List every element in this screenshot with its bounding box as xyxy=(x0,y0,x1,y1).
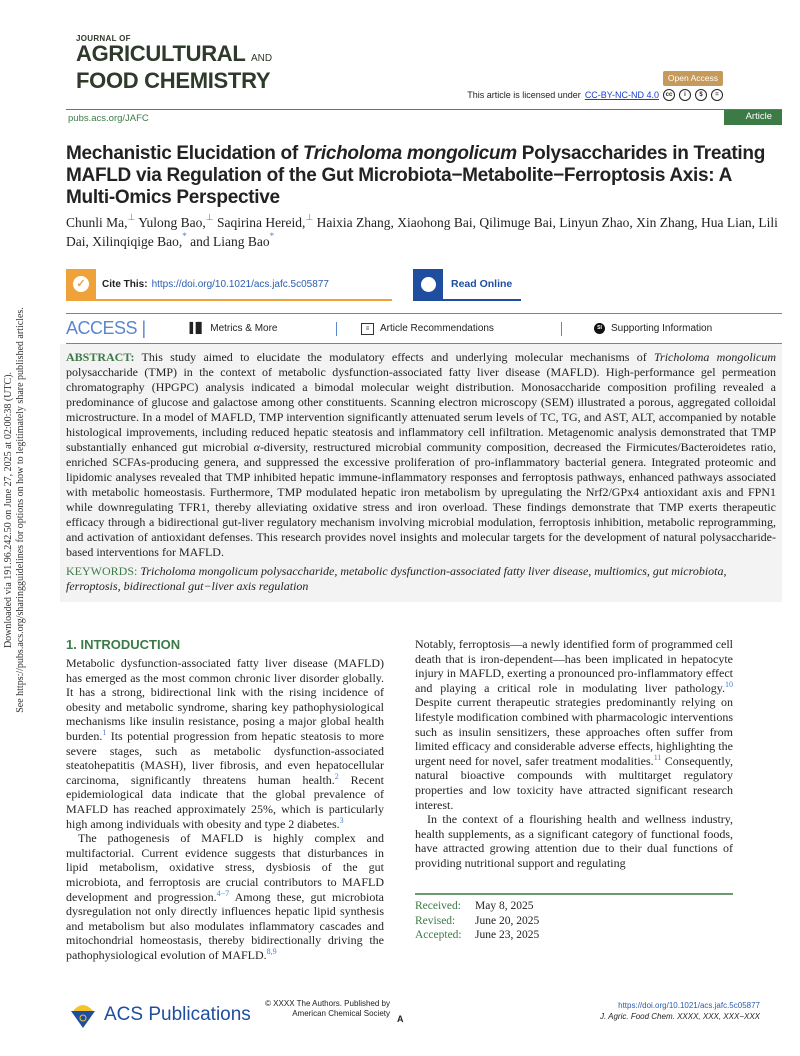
section-heading: 1. INTRODUCTION xyxy=(66,637,181,652)
author-mark: ⊥ xyxy=(305,212,314,222)
bar-chart-icon: ▐▐▌ xyxy=(186,323,205,334)
paragraph: Metabolic dysfunction-associated fatty liver disease (MAFLD) has emerged as the most common chronic liver disorder globally. It has a strong, bidirectional link with the rising incidence of obesity and metabolic syndrome, sharing key pathophysiological mechanisms like insulin resistance, posing a major global health burden.$^1$ Its potential progression from hepatic steatosis to more severe stages, such as metabolic dysfunction-associated steatohepatitis (MASH), liver fibrosis, and even hepatocellular carcinoma, significantly threatens human health.$^2$ Recent epidemiological data indicate that the global prevalence of MAFLD has reached approximately 25%, which is particularly high among individuals with obesity and type 2 diabetes.$^3$ xyxy=(66,656,384,831)
header-divider xyxy=(66,109,782,110)
nc-icon: $ xyxy=(695,89,707,101)
footer-citation: J. Agric. Food Chem. XXXX, XXX, XXX−XXX xyxy=(600,1012,760,1021)
recommendations-link[interactable] xyxy=(337,323,561,335)
article-type-tag: Article xyxy=(724,110,782,125)
journal-name-line1: AGRICULTURAL xyxy=(76,41,246,66)
metrics-link[interactable] xyxy=(186,323,336,334)
document-icon: ≡ xyxy=(361,323,374,335)
citation-link[interactable]: 4−7 xyxy=(216,888,230,898)
dates-divider xyxy=(415,893,733,895)
keywords xyxy=(66,564,776,594)
accepted-date: June 23, 2025 xyxy=(475,929,540,941)
author-mark: * xyxy=(269,231,275,241)
author-name[interactable]: Lili Dai, xyxy=(66,215,778,249)
author-name[interactable]: Linyun Zhao, xyxy=(559,215,633,230)
copyright-line1: © XXXX The Authors. Published by xyxy=(265,999,390,1008)
journal-of-label: JOURNAL OF xyxy=(76,34,131,43)
received-label: Received: xyxy=(415,900,461,912)
title-part2: Polysaccharides in Treating MAFLD via Regulation of the Gut Microbiota−Metabolite−Ferroptosis Axis: A Multi-Omics Perspective xyxy=(66,143,766,208)
keywords-label: KEYWORDS: xyxy=(66,564,138,578)
paragraph: The pathogenesis of MAFLD is highly complex and multifactorial. Current evidence suggests that disturbances in lipid metabolism, oxidative stress, dysbiosis of the gut microbiota, and ferroptosis are crucial contributors to MAFLD development and progression.$^{4-7}$ Among these, gut microbiota dysregulation not only directly influences hepatic lipid synthesis and metabolism but also modulates inflammatory cascades and mitochondrial homeostasis, thereby bidirectionally driving the pathophysiological evolution of MAFLD.$^{8,9}$ xyxy=(66,831,384,962)
revised-date: June 20, 2025 xyxy=(475,914,540,927)
author-name[interactable]: Hua Lian, xyxy=(701,215,755,230)
citation-link[interactable]: 10 xyxy=(725,679,733,689)
title-species: Tricholoma mongolicum xyxy=(302,143,517,164)
intro-column-left xyxy=(66,656,384,962)
keywords-text: Tricholoma mongolicum polysaccharide, metabolic dysfunction-associated fatty liver disease, multiomics, gut microbiota, ferroptosis, bidirectional gut−liver axis regulation xyxy=(66,564,727,593)
author-name[interactable]: Qilimuge Bai, xyxy=(479,215,556,230)
globe-icon xyxy=(413,269,443,299)
publisher-name: ACS Publications xyxy=(104,1004,251,1025)
by-icon: i xyxy=(679,89,691,101)
paragraph: Notably, ferroptosis—a newly identified form of programmed cell death that is iron-dependent—has been implicated in hepatocyte injury in MAFLD, exerting a pronounced pro-inflammatory effect and playing a critical role in modulating liver pathology.$^{10}$ Despite current therapeutic strategies predominantly relying on lifestyle modification combined with pharmacologic interventions such as insulin sensitizers, these approaches often suffer from limited efficacy and considerable adverse effects, highlighting the urgent need for novel, safer treatment modalities.$^{11}$ Consequently, natural bioactive compounds with multitarget regulatory properties and low toxicity have attracted significant research interest. xyxy=(415,637,733,812)
footer-doi-link[interactable]: https://doi.org/10.1021/acs.jafc.5c05877 xyxy=(618,1001,760,1010)
abstract-label: ABSTRACT: xyxy=(66,350,135,364)
license-link[interactable]: CC-BY-NC-ND 4.0 xyxy=(584,90,659,100)
received-date: May 8, 2025 xyxy=(475,900,534,912)
author-name[interactable]: Haixia Zhang, xyxy=(316,215,394,230)
author-name[interactable]: Yulong Bao, xyxy=(138,215,206,230)
copyright-line2: American Chemical Society xyxy=(292,1009,390,1018)
author-name[interactable]: Xilinqiqige Bao, xyxy=(92,234,183,249)
cc-icon: cc xyxy=(663,89,675,101)
article-dates xyxy=(415,899,539,943)
check-icon: ✓ xyxy=(66,269,96,299)
citation-link[interactable]: 11 xyxy=(653,752,662,762)
citation-link[interactable]: 1 xyxy=(102,727,107,737)
cite-label: Cite This: xyxy=(102,278,148,290)
author-mark: ⊥ xyxy=(127,212,136,222)
recommendations-label: Article Recommendations xyxy=(380,323,494,334)
acs-logo xyxy=(68,1001,251,1029)
accepted-label: Accepted: xyxy=(415,929,462,941)
acs-shield-icon xyxy=(68,1001,98,1029)
journal-name-line2: FOOD CHEMISTRY xyxy=(76,68,271,93)
author-name[interactable]: Xiaohong Bai, xyxy=(397,215,476,230)
license-line xyxy=(467,89,723,101)
copyright xyxy=(245,999,390,1019)
author-name[interactable]: Chunli Ma, xyxy=(66,215,128,230)
cite-doi-link[interactable]: https://doi.org/10.1021/acs.jafc.5c05877 xyxy=(151,278,329,290)
abstract-box xyxy=(60,344,782,602)
nd-icon: = xyxy=(711,89,723,101)
access-bar xyxy=(66,313,782,344)
paragraph: In the context of a flourishing health and wellness industry, health supplements, as a significant category of functional foods, have attracted growing attention due to their dual functions of providing nutritional support and regulating xyxy=(415,812,733,870)
read-online-label: Read Online xyxy=(451,278,513,290)
supporting-info-link[interactable] xyxy=(562,323,712,334)
author-name[interactable]: and Liang Bao xyxy=(190,234,270,249)
si-icon: SI xyxy=(594,323,605,334)
citation-link[interactable]: 2 xyxy=(334,771,339,781)
page-number: A xyxy=(397,1014,404,1024)
open-access-badge: Open Access xyxy=(663,71,723,86)
citation-link[interactable]: 3 xyxy=(339,815,344,825)
citation-link[interactable]: 8,9 xyxy=(266,946,277,956)
author-mark: ⊥ xyxy=(205,212,214,222)
access-label: ACCESS | xyxy=(66,318,146,338)
cite-this-box xyxy=(66,269,392,301)
journal-url[interactable]: pubs.acs.org/JAFC xyxy=(68,113,149,124)
journal-and: AND xyxy=(250,53,273,64)
author-name[interactable]: Xin Zhang, xyxy=(636,215,698,230)
download-notice xyxy=(0,300,30,720)
metrics-label: Metrics & More xyxy=(210,323,278,334)
author-mark: * xyxy=(182,231,187,241)
journal-logo xyxy=(76,34,272,92)
article-title xyxy=(66,143,776,209)
abstract-text: ABSTRACT: This study aimed to elucidate the modulatory effects and underlying molecular mechanisms of Tricholoma mongolicum polysaccharide (TMP) in the context of metabolic dysfunction-associated fatty liver disease (MAFLD). High-performance gel permeation chromatography (HPGPC) analysis indicated a bimodal molecular weight distribution. Monosaccharide composition profiling revealed a predominance of glucose and galactose among other constituents. Scanning electron microscopy (SEM) illustrated a porous, aggregated colloidal microstructure. In a model of MAFLD, TMP intervention significantly attenuated serum levels of TC, TG, and AST, ALT, accompanied by notable histological improvements, including reduced hepatic steatosis and inflammatory cell infiltration. Metagenomic analysis demonstrated that TMP substantially enhanced gut microbial α-diversity, restructured microbial community composition, decreased the Firmicutes/Bacteroidetes ratio, enriched SCFAs-producing genera, and suppressed the excessive proliferation of pro-inflammatory bacterial genera. Integrated proteomic and lipidomic analyses revealed that TMP inhibited hepatic immune-inflammatory responses and ferroptosis pathways, enhanced pathways associated with metabolic homeostasis. Furthermore, TMP modulated hepatic iron metabolism by upregulating the Nrf2/GPx4 antioxidant axis and FPN1 while downregulating TFR1, thereby alleviating oxidative stress and iron overload. These findings demonstrate that TMP exerts therapeutic efficacy through a bidirectional gut-liver regulatory mechanism involving microbial modulation, ferroptosis inhibition, metabolic reprogramming, and activation of antioxidant defenses. This research provides novel insights and molecular targets for the development of natural polysaccharide-based interventions for MAFLD. xyxy=(66,350,776,559)
download-notice-line2: See https://pubs.acs.org/sharingguidelines for options on how to legitimately share published articles. xyxy=(15,307,26,713)
license-prefix: This article is licensed under xyxy=(467,90,581,100)
supporting-label: Supporting Information xyxy=(611,323,713,334)
intro-column-right xyxy=(415,637,733,871)
download-notice-line1: Downloaded via 191.96.242.50 on June 27, 2025 at 02:00:38 (UTC). xyxy=(3,371,14,649)
read-online-button[interactable] xyxy=(413,269,521,301)
title-part1: Mechanistic Elucidation of xyxy=(66,143,303,164)
author-name[interactable]: Saqirina Hereid, xyxy=(216,215,306,230)
revised-label: Revised: xyxy=(415,914,456,927)
author-list xyxy=(66,213,782,251)
